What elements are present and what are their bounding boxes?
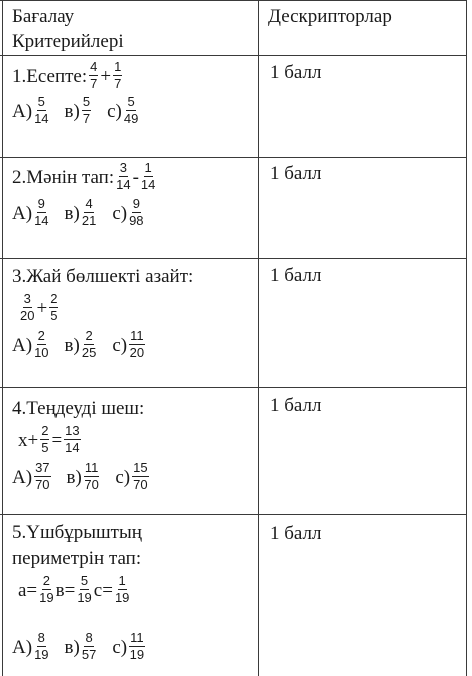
denominator: 14	[34, 212, 49, 228]
denominator: 19	[129, 646, 145, 662]
option-c-fraction	[129, 197, 143, 228]
task-5-title-line1: 5.Үшбұрыштың	[12, 522, 142, 543]
denominator: 98	[129, 212, 144, 228]
denominator: 10	[34, 344, 49, 360]
numerator: 8	[37, 629, 45, 645]
numerator: 5	[37, 93, 45, 109]
task-5-values	[18, 572, 147, 610]
numerator: 5	[80, 572, 89, 588]
numerator: 2	[50, 290, 58, 306]
option-label: c)	[115, 467, 131, 488]
option-label: A)	[12, 637, 33, 658]
numerator: 5	[82, 93, 91, 109]
option-b-fraction	[82, 329, 96, 360]
task-5-title-line2: периметрін тап:	[12, 548, 142, 569]
task-1-cell	[12, 60, 140, 130]
task-3-cell	[12, 264, 193, 364]
option-label: A)	[12, 203, 33, 224]
numerator: 9	[37, 195, 45, 211]
option-c-fraction	[132, 461, 148, 492]
denominator: 14	[116, 176, 131, 192]
option-label: в)	[64, 637, 80, 658]
task-2-title: 2.Мәнін тап:	[12, 167, 115, 188]
option-a-fraction	[34, 461, 50, 492]
task-3-score: 1 балл	[270, 265, 322, 286]
var-label: c=	[93, 580, 113, 601]
equation-prefix: x+	[18, 430, 39, 451]
denominator: 70	[35, 476, 50, 492]
numerator: 9	[132, 195, 140, 211]
numerator: 11	[84, 459, 99, 475]
denominator: 49	[123, 110, 139, 126]
denominator: 20	[129, 344, 145, 360]
table-border-left	[2, 0, 3, 676]
denominator: 70	[84, 476, 99, 492]
option-label: c)	[107, 101, 122, 122]
task-5-options	[12, 630, 147, 666]
row-divider	[0, 387, 467, 388]
numerator: 37	[35, 459, 50, 475]
task-1-title: 1.Есепте:	[12, 66, 88, 87]
denominator: 7	[90, 75, 98, 91]
option-b-fraction	[82, 197, 96, 228]
fraction	[113, 60, 122, 91]
numerator: 2	[37, 327, 45, 343]
table-border-top	[0, 0, 467, 1]
option-b-fraction	[82, 95, 91, 126]
denominator: 19	[114, 589, 130, 605]
denominator: 5	[50, 307, 58, 323]
fraction	[116, 161, 130, 192]
task-3-options	[12, 328, 193, 364]
operator: +	[36, 298, 48, 319]
option-a-fraction	[34, 329, 48, 360]
fraction	[39, 574, 53, 605]
denominator: 19	[34, 646, 49, 662]
fraction	[115, 574, 129, 605]
numerator: 4	[85, 195, 93, 211]
numerator: 1	[118, 572, 126, 588]
numerator: 3	[23, 290, 31, 306]
option-label: c)	[112, 637, 128, 658]
task-4-equation	[18, 422, 151, 460]
numerator: 2	[85, 327, 93, 343]
option-label: в)	[66, 467, 82, 488]
numerator: 2	[41, 422, 49, 438]
task-4-options	[12, 460, 151, 496]
option-a-fraction	[34, 197, 48, 228]
task-4-cell	[12, 396, 151, 496]
header-descriptors: Дескрипторлар	[268, 6, 392, 27]
header-criteria-line1: Бағалау	[12, 6, 75, 27]
denominator: 14	[34, 110, 49, 126]
option-c-fraction	[129, 329, 145, 360]
task-2-cell	[12, 160, 157, 232]
var-label: в=	[55, 580, 76, 601]
task-3-expression	[18, 290, 193, 328]
option-label: в)	[64, 203, 80, 224]
numerator: 4	[90, 58, 98, 74]
fraction	[20, 292, 34, 323]
fraction	[77, 574, 91, 605]
row-divider	[0, 55, 467, 56]
numerator: 1	[114, 58, 122, 74]
task-3-title: 3.Жай бөлшекті азайт:	[12, 266, 194, 287]
option-label: A)	[12, 467, 33, 488]
denominator: 7	[82, 110, 91, 126]
fraction	[64, 424, 80, 455]
task-1-score: 1 балл	[270, 62, 322, 83]
denominator: 7	[114, 75, 122, 91]
task-5-score: 1 балл	[270, 523, 322, 544]
option-a-fraction	[34, 95, 48, 126]
operator: -	[132, 167, 139, 188]
denominator: 14	[65, 439, 80, 455]
table-column-divider	[258, 0, 259, 676]
option-b-fraction	[84, 461, 100, 492]
numerator: 13	[65, 422, 80, 438]
task-1-question	[12, 60, 140, 94]
option-a-fraction	[34, 631, 48, 662]
numerator: 3	[119, 159, 127, 175]
numerator: 2	[42, 572, 50, 588]
option-label: A)	[12, 335, 33, 356]
denominator: 19	[39, 589, 54, 605]
option-c-fraction	[129, 631, 145, 662]
table-border-right	[466, 0, 467, 676]
numerator: 11	[130, 629, 144, 645]
row-divider	[0, 157, 467, 158]
fraction	[89, 60, 98, 91]
numerator: 11	[130, 327, 144, 343]
row-divider	[0, 514, 467, 515]
header-criteria-line2: Критерийлері	[12, 31, 124, 52]
task-2-options	[12, 196, 157, 232]
denominator: 25	[81, 344, 97, 360]
option-label: c)	[112, 203, 128, 224]
fraction	[49, 292, 58, 323]
numerator: 5	[127, 93, 135, 109]
option-label: в)	[64, 101, 80, 122]
operator: =	[51, 430, 63, 451]
denominator: 19	[77, 589, 92, 605]
option-label: A)	[12, 101, 33, 122]
row-divider	[0, 258, 467, 259]
numerator: 15	[133, 459, 148, 475]
denominator: 20	[20, 307, 35, 323]
denominator: 70	[133, 476, 148, 492]
var-label: a=	[18, 580, 38, 601]
numerator: 1	[144, 159, 152, 175]
option-label: c)	[112, 335, 128, 356]
numerator: 8	[85, 629, 93, 645]
option-b-fraction	[82, 631, 96, 662]
denominator: 5	[41, 439, 49, 455]
fraction	[40, 424, 49, 455]
denominator: 57	[81, 646, 97, 662]
option-label: в)	[64, 335, 80, 356]
option-c-fraction	[124, 95, 138, 126]
task-2-question	[12, 160, 157, 196]
task-2-score: 1 балл	[270, 163, 322, 184]
task-4-title: 4.Теңдеуді шеш:	[12, 398, 145, 419]
denominator: 14	[140, 176, 156, 192]
task-4-score: 1 балл	[270, 395, 322, 416]
task-5-cell	[12, 520, 147, 666]
fraction	[141, 161, 155, 192]
denominator: 21	[81, 212, 97, 228]
operator: +	[100, 66, 112, 87]
task-1-options	[12, 94, 140, 130]
header-criteria	[12, 4, 124, 54]
